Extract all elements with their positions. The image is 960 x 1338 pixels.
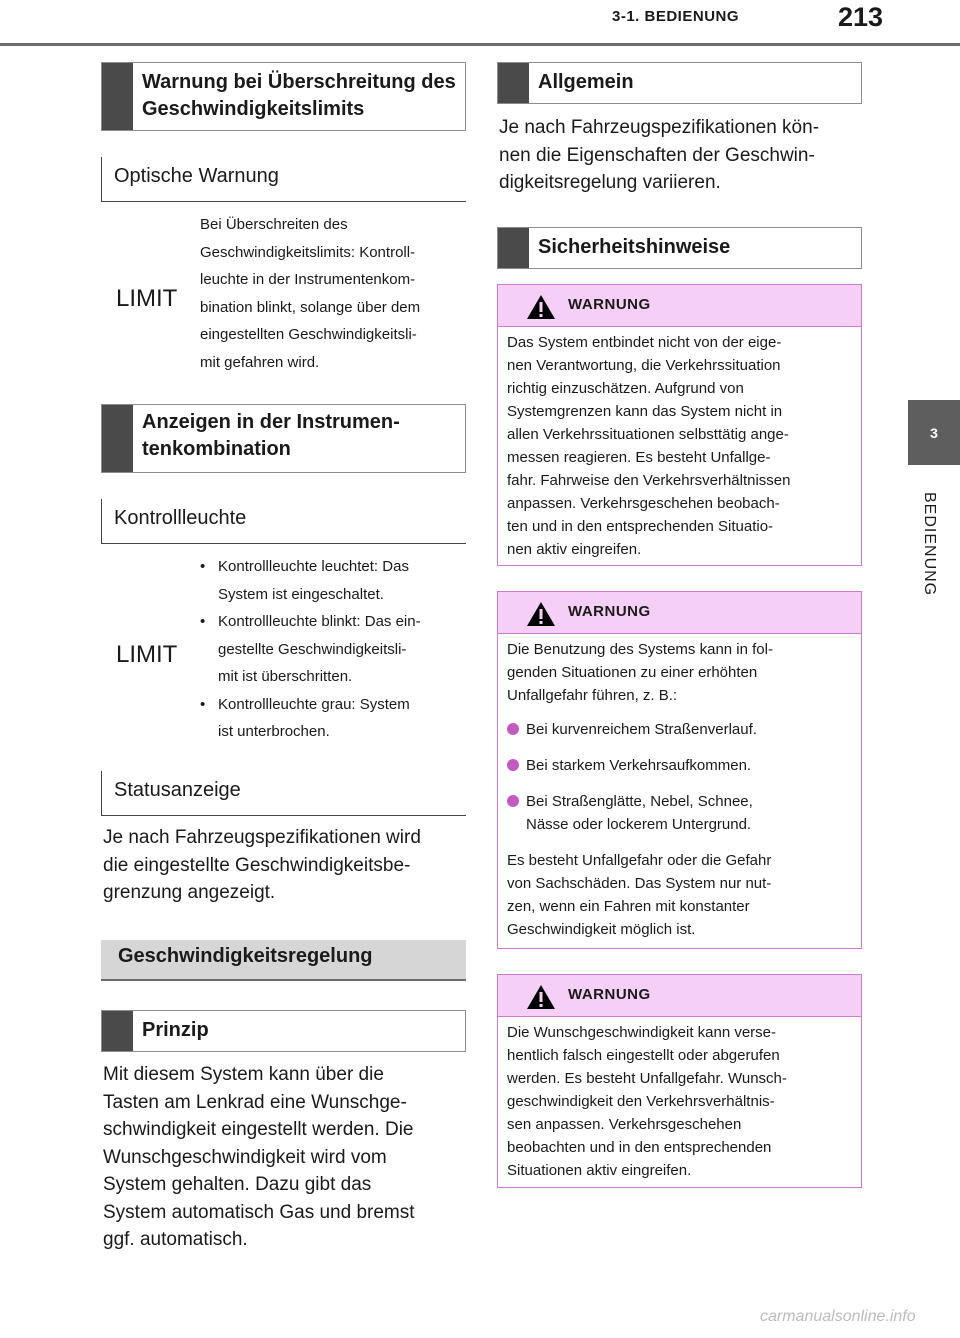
text-line: Geschwindigkeitslimits: Kontroll- (200, 243, 416, 261)
text-line: • Kontrollleuchte grau: System (218, 695, 410, 713)
warning-box (497, 974, 862, 1188)
heading-cruise-control-text: Geschwindigkeitsregelung (118, 945, 373, 967)
warning-text (507, 1021, 853, 1182)
text-line: von Sachschäden. Das System nur nut- (507, 875, 772, 892)
text-line: Je nach Fahrzeugspezifikationen wird (103, 827, 421, 848)
section-title: 3-1. BEDIENUNG (612, 8, 740, 25)
text-line: Bei starkem Verkehrsaufkommen. (526, 757, 752, 774)
text-line: mit gefahren wird. (200, 353, 320, 371)
text-line: grenzung angezeigt. (103, 882, 276, 903)
text-line: Bei Straßenglätte, Nebel, Schnee, (526, 793, 753, 810)
text-line: fahr. Fahrweise den Verkehrsverhältnissen (507, 472, 791, 489)
text-line: bination blinkt, solange über dem (200, 298, 421, 316)
text-line: schwindigkeit eingestellt werden. Die (103, 1119, 414, 1140)
page-number: 213 (838, 2, 884, 32)
warning-triangle-icon (526, 601, 556, 627)
warning-box (497, 284, 862, 566)
subheading-optical-warning (101, 157, 466, 202)
text-line: hentlich falsch eingestellt oder abgerufen (507, 1047, 780, 1064)
bullet-dot-icon (507, 759, 519, 771)
warning-outro (507, 849, 853, 941)
text-line: messen reagieren. Es besteht Unfallge- (507, 449, 771, 466)
heading-bar (498, 228, 529, 268)
heading-cruise-control (101, 940, 466, 981)
text-line: nen die Eigenschaften der Geschwin- (499, 144, 815, 166)
text-line: tenkombination (142, 438, 291, 460)
text-line: gestellte Geschwindigkeitsli- (218, 640, 407, 658)
text-line: richtig einzuschätzen. Aufgrund von (507, 380, 744, 397)
heading-general-text: Allgemein (538, 71, 634, 93)
text-line: leuchte in der Instrumentenkom- (200, 271, 416, 288)
subheading-status-display-text: Statusanzeige (114, 779, 241, 801)
subheading-optical-warning-text: Optische Warnung (114, 165, 279, 187)
text-line: nen Verantwortung, die Verkehrssituation (507, 357, 781, 374)
limit-indicator-symbol: LIMIT (116, 285, 178, 312)
text-line: System ist eingeschaltet. (218, 585, 384, 603)
heading-safety-notes-text: Sicherheitshinweise (538, 236, 731, 258)
text-line: Unfallgefahr führen, z. B.: (507, 687, 678, 704)
heading-cluster-display (101, 404, 466, 473)
list-item (507, 790, 853, 836)
text-line: Geschwindigkeit möglich ist. (507, 921, 696, 938)
text-line: eingestellten Geschwindigkeitsli- (200, 326, 417, 343)
warning-text (507, 331, 853, 561)
heading-speed-limit-warning-text: Warnung bei Überschreitung des Geschwindigkeitslimits (142, 71, 456, 120)
subheading-indicator-lamp-text: Kontrollleuchte (114, 507, 247, 529)
subheading-rule (101, 543, 466, 544)
text-line: Bei Überschreiten des (200, 216, 348, 233)
bullet-dot-icon (507, 795, 519, 807)
heading-bar (102, 1011, 133, 1051)
text-line: die eingestellte Geschwindigkeitsbe- (103, 854, 411, 876)
text-line: nen aktiv eingreifen. (507, 541, 642, 558)
text-line: Situationen aktiv eingreifen. (507, 1162, 692, 1179)
warning-text (507, 638, 853, 941)
indicator-lamp-list (200, 553, 466, 746)
warning-triangle-icon (526, 294, 556, 320)
text-line: anpassen. Verkehrsgeschehen beobach- (507, 495, 780, 512)
warning-title: WARNUNG (568, 603, 651, 620)
warning-header (498, 975, 861, 1017)
heading-bar (102, 63, 133, 130)
warning-title: WARNUNG (568, 296, 651, 313)
status-display-text (103, 824, 468, 907)
bullet-dot-icon (507, 723, 519, 735)
text-line: • Kontrollleuchte blinkt: Das ein- (218, 613, 421, 630)
text-line: geschwindigkeit den Verkehrsverhältnis- (507, 1093, 775, 1110)
text-line: Systemgrenzen kann das System nicht in (507, 403, 783, 420)
text-line: Mit diesem System kann über die (103, 1064, 384, 1085)
warning-situation-list (507, 718, 853, 836)
chapter-tab: 3 (908, 400, 960, 465)
text-line: mit ist überschritten. (218, 668, 353, 685)
warning-header (498, 592, 861, 634)
text-line: Es besteht Unfallgefahr oder die Gefahr (507, 852, 772, 869)
text-line: Das System entbindet nicht von der eige- (507, 334, 782, 351)
chapter-side-label-text: BEDIENUNG (921, 492, 938, 597)
text-line: Je nach Fahrzeugspezifikationen kön- (499, 117, 820, 138)
text-line: werden. Es besteht Unfallgefahr. Wunsch- (507, 1070, 787, 1087)
text-line: digkeitsregelung variieren. (499, 172, 721, 193)
subheading-indicator-lamp (101, 499, 466, 544)
text-line: ist unterbrochen. (218, 723, 330, 740)
subheading-rule (101, 201, 466, 202)
heading-principle-text: Prinzip (142, 1019, 209, 1041)
text-line: genden Situationen zu einer erhöhten (507, 664, 758, 681)
limit-indicator-symbol: LIMIT (116, 641, 178, 668)
optical-warning-text (200, 211, 466, 376)
principle-text (103, 1061, 468, 1254)
text-line: ten und in den entsprechenden Situatio- (507, 518, 774, 535)
chapter-side-label (916, 492, 940, 622)
list-item (200, 553, 466, 608)
text-line: • Kontrollleuchte leuchtet: Das (218, 558, 409, 575)
text-line: Bei kurvenreichem Straßenverlauf. (526, 721, 757, 738)
general-text (499, 114, 864, 197)
header-rule (0, 43, 960, 46)
text-line: Die Benutzung des Systems kann in fol- (507, 641, 773, 658)
text-line: Tasten am Lenkrad eine Wunschge- (103, 1091, 407, 1113)
subheading-rule (101, 815, 466, 816)
footer-watermark: carmanualsonline.info (760, 1308, 916, 1325)
warning-box (497, 591, 862, 949)
heading-cluster-display-text (142, 409, 457, 463)
heading-speed-limit-warning (101, 62, 466, 131)
warning-intro (507, 638, 853, 707)
text-line: Anzeigen in der Instrumen- (142, 411, 400, 433)
text-line: Die Wunschgeschwindigkeit kann verse- (507, 1024, 777, 1041)
text-line: zen, wenn ein Fahren mit konstanter (507, 898, 750, 915)
text-line: beobachten und in den entsprechenden (507, 1139, 772, 1156)
subheading-status-display (101, 771, 466, 816)
text-line: Nässe oder lockerem Untergrund. (526, 816, 752, 833)
text-line: System automatisch Gas und bremst (103, 1201, 415, 1223)
warning-header (498, 285, 861, 327)
heading-bar (102, 405, 133, 472)
text-line: sen anpassen. Verkehrsgeschehen (507, 1116, 742, 1133)
text-line: ggf. automatisch. (103, 1229, 248, 1250)
heading-principle (101, 1010, 466, 1052)
list-item (200, 691, 466, 746)
warning-triangle-icon (526, 984, 556, 1010)
warning-title: WARNUNG (568, 986, 651, 1003)
list-item (200, 608, 466, 691)
heading-bar (498, 63, 529, 103)
heading-general (497, 62, 862, 104)
list-item (507, 718, 853, 741)
text-line: allen Verkehrssituationen selbsttätig ange- (507, 426, 789, 443)
text-line: Wunschgeschwindigkeit wird vom (103, 1146, 387, 1168)
list-item (507, 754, 853, 777)
heading-safety-notes (497, 227, 862, 269)
text-line: System gehalten. Dazu gibt das (103, 1174, 372, 1195)
